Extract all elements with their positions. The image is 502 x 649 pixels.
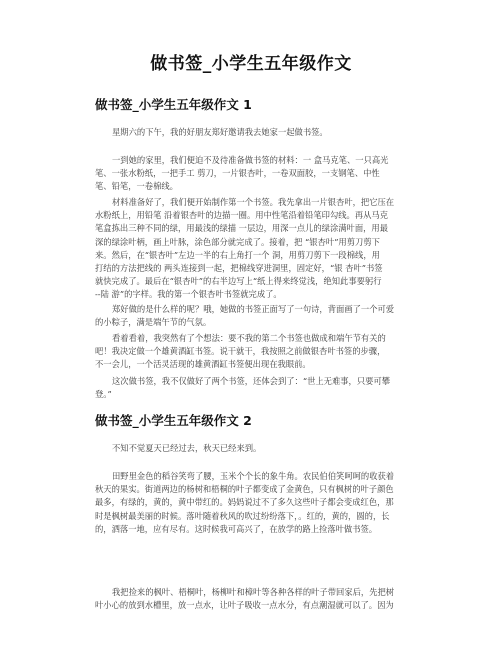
text-line: 看着看着，我突然有了个想法：要不我的第二个书签也做成和端午节有关的 xyxy=(112,333,386,343)
text-line: 登。” xyxy=(95,389,112,400)
text-line: 笔、一张水粉纸，一把手工 剪刀，一片银杏叶，一卷双面胶，一支钢笔、中性 xyxy=(95,168,380,179)
text-line: 不一会儿，一个活灵活现的雄黄酒缸书签便出现在我眼前。 xyxy=(95,359,311,370)
text-line: 秋天的果实。街道两边的杨树和梧桐的叶子都变成了金黄色，只有枫树的叶子颜色 xyxy=(95,484,394,495)
section-2-paragraph-2 xyxy=(95,470,415,536)
text-line: 郑好做的是什么样的呢？哦，她做的书签正面写了一句诗，背面画了一个可爱 xyxy=(112,304,395,314)
section-2-heading: 做书签_小学生五年级作文 2 xyxy=(95,413,252,428)
section-1-paragraph-2 xyxy=(95,154,415,194)
text-line: 一到她的家里，我们便迫不及待准备做书签的材料：一 盒马克笔、一只高光 xyxy=(112,155,389,165)
text-line: 最多，有绿的，黄的，黄中带红的。妈妈说过不了多久这些叶子都会变成红色，那 xyxy=(95,497,394,508)
text-line: 笔、铅笔，一卷棉线。 xyxy=(95,181,178,192)
section-1-heading: 做书签_小学生五年级作文 1 xyxy=(95,97,252,112)
text-line: 打结的方法把线的 两头连接到一起，把棉线穿进洞里，固定好，“银 杏叶”书签 xyxy=(95,263,383,274)
text-line: 不知不觉夏天已经过去，秋天已经来到。 xyxy=(112,443,262,453)
text-line: 就快完成了。最后在“银杏叶”的右半边写上“纸上得来终觉浅，绝知此事要躬行 xyxy=(95,276,382,287)
text-line: 深的绿涂叶柄，画上叶脉，涂色部分就完成了。接着，把 “银杏叶”用剪刀剪下 xyxy=(95,236,380,247)
section-2-paragraph-3 xyxy=(95,586,415,612)
text-line: 我把捡来的枫叶、梧桐叶，杨柳叶和樟叶等各种各样的叶子带回家后，先把树 xyxy=(112,587,395,597)
section-1-paragraph-6 xyxy=(95,375,415,401)
text-line: 材料准备好了，我们便开始制作第一个书签。我先拿出一片银杏叶，把它压在 xyxy=(112,197,395,207)
text-line: 笔盒拣出三种不同的绿，用最浅的绿描 一层边，用深一点儿的绿涂满叶面，用最 xyxy=(95,223,389,234)
text-line: 的，洒落一地，应有尽有。这时候我可高兴了，在放学的路上捡落叶做书签。 xyxy=(95,523,378,534)
text-line: 时是枫树最美丽的时候。落叶随着秋风的吹过纷纷落下，。红的，黄的，圆的，长 xyxy=(95,510,390,521)
text-line: 来。然后，在“银杏叶”左边一半的右上角打一个 洞，用剪刀剪下一段棉线，用 xyxy=(95,249,380,260)
text-line: --陆 游”的字样。我的第一个银杏叶书签就完成了。 xyxy=(95,289,282,300)
section-2-paragraph-1 xyxy=(95,442,415,455)
section-1-paragraph-1 xyxy=(95,126,415,139)
text-line: 吧！我决定做一个雄黄酒缸书签。说干就干，我按照之前做银杏叶书签的步骤， xyxy=(95,346,386,357)
text-line: 田野里金色的稻谷笑弯了腰，玉米个个长的象牛角。农民伯伯笑呵呵的收获着 xyxy=(112,471,395,481)
text-line: 水粉纸上，用铅笔 沿着银杏叶的边描一圈。用中性笔沿着铅笔印勾线。再从马克 xyxy=(95,210,389,221)
text-line: 这次做书签，我不仅做好了两个书签，还体会到了：“世上无难事，只要可攀 xyxy=(112,376,391,386)
text-line: 的小粽子，满是端午节的气氛。 xyxy=(95,317,212,328)
text-line: 叶小心的放到水槽里，放一点水，让叶子吸收一点水分，有点潮湿就可以了。因为 xyxy=(95,600,394,611)
section-1-paragraph-3 xyxy=(95,196,415,302)
section-1-paragraph-5 xyxy=(95,332,415,372)
section-1-paragraph-4 xyxy=(95,303,415,329)
text-line: 星期六的下午，我的好朋友郑好邀请我去她家一起做书签。 xyxy=(112,127,328,137)
document-title: 做书签_小学生五年级作文 xyxy=(150,54,352,74)
